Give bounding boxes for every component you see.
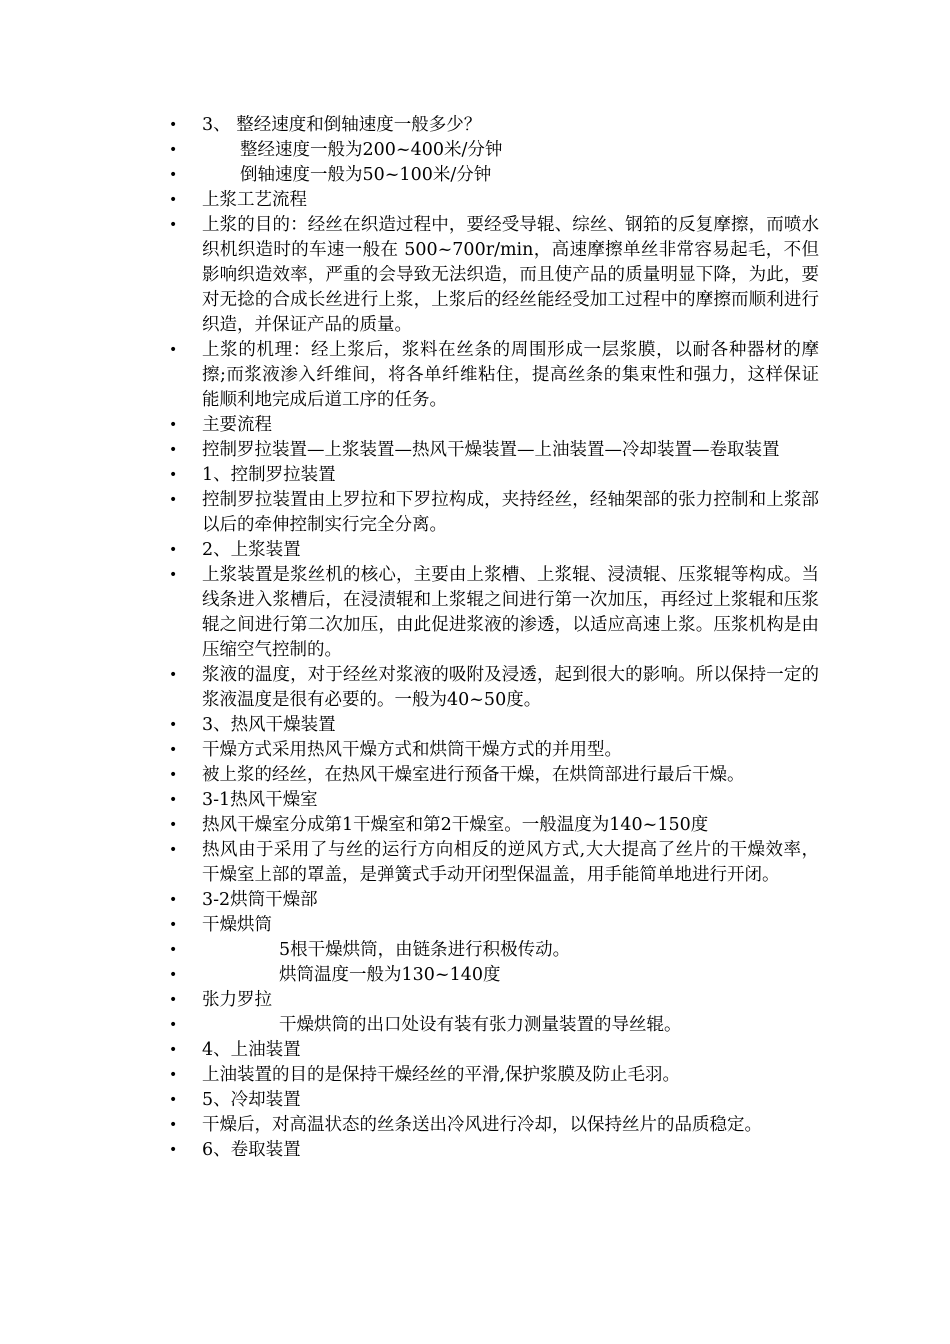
bullet-icon: • bbox=[169, 792, 178, 808]
list-item bbox=[169, 138, 819, 163]
bullet-icon: • bbox=[169, 967, 178, 983]
list-item-text: 上浆装置是浆丝机的核心，主要由上浆槽、上浆辊、浸渍辊、压浆辊等构成。当线条进入浆槽后，在浸渍辊和上浆辊之间进行第一次加压，再经过上浆辊和压浆辊之间进行第二次加压，由此促进浆液的渗透，以适应高速上浆。压浆机构是由压缩空气控制的。 bbox=[202, 565, 819, 660]
list-item bbox=[169, 1063, 819, 1088]
bullet-icon: • bbox=[169, 767, 178, 783]
bullet-icon: • bbox=[169, 467, 178, 483]
list-item-text: 3-2烘筒干燥部 bbox=[202, 890, 318, 910]
list-item-text: 热风由于采用了与丝的运行方向相反的逆风方式,大大提高了丝片的干燥效率，干燥室上部的罩盖，是弹簧式手动开闭型保温盖，用手能简单地进行开闭。 bbox=[202, 840, 819, 885]
list-item-text: 3-1热风干燥室 bbox=[202, 790, 318, 810]
bullet-icon: • bbox=[169, 1117, 178, 1133]
bullet-icon: • bbox=[169, 442, 178, 458]
bullet-icon: • bbox=[169, 492, 178, 508]
list-item bbox=[169, 938, 819, 963]
list-item bbox=[169, 913, 819, 938]
list-item-text: 上油装置的目的是保持干燥经丝的平滑,保护浆膜及防止毛羽。 bbox=[202, 1065, 681, 1085]
list-item-text: 3、热风干燥装置 bbox=[202, 715, 336, 735]
bullet-icon: • bbox=[169, 217, 178, 233]
list-item bbox=[169, 738, 819, 763]
list-item bbox=[169, 988, 819, 1013]
bullet-list bbox=[169, 113, 819, 1163]
bullet-icon: • bbox=[169, 917, 178, 933]
bullet-icon: • bbox=[169, 992, 178, 1008]
list-item bbox=[169, 538, 819, 563]
bullet-icon: • bbox=[169, 1042, 178, 1058]
list-item bbox=[169, 813, 819, 838]
list-item-text: 上浆的目的：经丝在织造过程中，要经受导辊、综丝、钢筘的反复摩擦，而喷水织机织造时的车速一般在 500~700r/min，高速摩擦单丝非常容易起毛，不但影响织造效率，严重的会导致无法织造，而且使产品的质量明显下降，为此，要对无捻的合成长丝进行上浆，上浆后的经丝能经受加工过程中的摩擦而顺利进行织造，并保证产品的质量。 bbox=[202, 215, 819, 335]
bullet-icon: • bbox=[169, 1017, 178, 1033]
bullet-icon: • bbox=[169, 892, 178, 908]
list-item bbox=[169, 788, 819, 813]
bullet-icon: • bbox=[169, 417, 178, 433]
list-item bbox=[169, 488, 819, 538]
list-item bbox=[169, 663, 819, 713]
list-item bbox=[169, 713, 819, 738]
bullet-icon: • bbox=[169, 667, 178, 683]
bullet-icon: • bbox=[169, 542, 178, 558]
list-item bbox=[169, 838, 819, 888]
list-item-text: 干燥烘筒的出口处设有装有张力测量装置的导丝辊。 bbox=[279, 1015, 682, 1035]
list-item bbox=[169, 1038, 819, 1063]
bullet-icon: • bbox=[169, 1092, 178, 1108]
bullet-icon: • bbox=[169, 567, 178, 583]
list-item-text: 整经速度一般为200~400米/分钟 bbox=[240, 140, 503, 160]
list-item bbox=[169, 963, 819, 988]
list-item-text: 倒轴速度一般为50~100米/分钟 bbox=[240, 165, 492, 185]
list-item bbox=[169, 438, 819, 463]
list-item-text: 干燥后，对高温状态的丝条送出冷风进行冷却，以保持丝片的品质稳定。 bbox=[202, 1115, 762, 1135]
bullet-icon: • bbox=[169, 142, 178, 158]
list-item-text: 热风干燥室分成第1干燥室和第2干燥室。一般温度为140~150度 bbox=[202, 815, 709, 835]
list-item-text: 4、上油装置 bbox=[202, 1040, 301, 1060]
bullet-icon: • bbox=[169, 1067, 178, 1083]
list-item-text: 干燥方式采用热风干燥方式和烘筒干燥方式的并用型。 bbox=[202, 740, 622, 760]
list-item bbox=[169, 1113, 819, 1138]
list-item-text: 被上浆的经丝，在热风干燥室进行预备干燥，在烘筒部进行最后干燥。 bbox=[202, 765, 745, 785]
list-item-text: 主要流程 bbox=[202, 415, 272, 435]
list-item bbox=[169, 163, 819, 188]
list-item bbox=[169, 1138, 819, 1163]
list-item-text: 干燥烘筒 bbox=[202, 915, 272, 935]
bullet-icon: • bbox=[169, 942, 178, 958]
bullet-icon: • bbox=[169, 817, 178, 833]
bullet-icon: • bbox=[169, 342, 178, 358]
bullet-icon: • bbox=[169, 717, 178, 733]
bullet-icon: • bbox=[169, 742, 178, 758]
list-item bbox=[169, 413, 819, 438]
list-item-text: 2、上浆装置 bbox=[202, 540, 301, 560]
list-item bbox=[169, 338, 819, 413]
list-item-text: 5、冷却装置 bbox=[202, 1090, 301, 1110]
list-item bbox=[169, 563, 819, 663]
bullet-icon: • bbox=[169, 842, 178, 858]
list-item-text: 上浆的机理：经上浆后，浆料在丝条的周围形成一层浆膜，以耐各种器材的摩擦;而浆液渗入纤维间，将各单纤维粘住，提高丝条的集束性和强力，这样保证能顺利地完成后道工序的任务。 bbox=[202, 340, 819, 410]
bullet-icon: • bbox=[169, 192, 178, 208]
list-item bbox=[169, 463, 819, 488]
list-item-text: 张力罗拉 bbox=[202, 990, 272, 1010]
list-item-text: 控制罗拉装置由上罗拉和下罗拉构成，夹持经丝，经轴架部的张力控制和上浆部以后的牵伸控制实行完全分离。 bbox=[202, 490, 819, 535]
list-item bbox=[169, 213, 819, 338]
list-item bbox=[169, 188, 819, 213]
list-item bbox=[169, 1013, 819, 1038]
list-item bbox=[169, 113, 819, 138]
bullet-icon: • bbox=[169, 117, 178, 133]
list-item-text: 5根干燥烘筒，由链条进行积极传动。 bbox=[279, 940, 571, 960]
list-item-text: 浆液的温度，对于经丝对浆液的吸附及浸透，起到很大的影响。所以保持一定的浆液温度是很有必要的。一般为40~50度。 bbox=[202, 665, 819, 710]
list-item-text: 6、卷取装置 bbox=[202, 1140, 301, 1160]
list-item-text: 3、 整经速度和倒轴速度一般多少？ bbox=[202, 115, 482, 135]
list-item-text: 上浆工艺流程 bbox=[202, 190, 307, 210]
bullet-icon: • bbox=[169, 1142, 178, 1158]
list-item bbox=[169, 763, 819, 788]
bullet-icon: • bbox=[169, 167, 178, 183]
list-item-text: 控制罗拉装置—上浆装置—热风干燥装置—上油装置—冷却装置—卷取装置 bbox=[202, 440, 780, 460]
list-item-text: 1、控制罗拉装置 bbox=[202, 465, 336, 485]
list-item bbox=[169, 888, 819, 913]
list-item bbox=[169, 1088, 819, 1113]
list-item-text: 烘筒温度一般为130~140度 bbox=[279, 965, 501, 985]
